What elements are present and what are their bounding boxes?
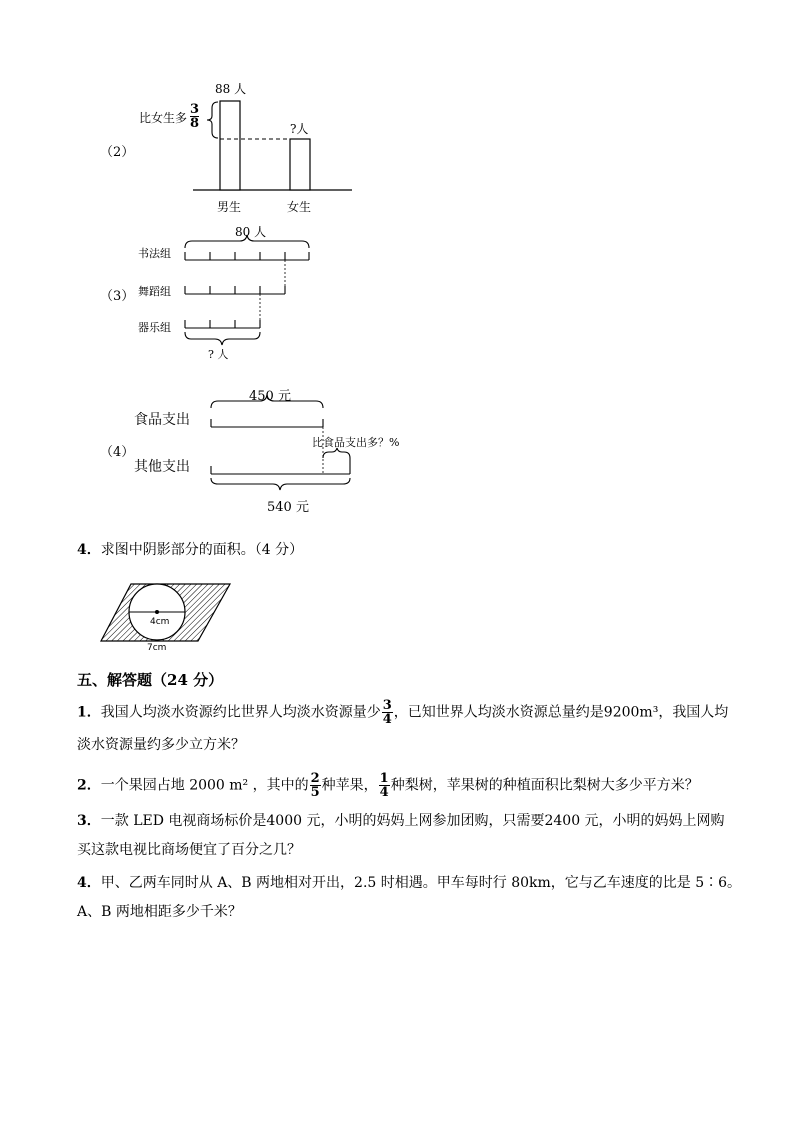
question-4-number: 4．	[77, 542, 101, 558]
problem-2-fraction-1-den: 5	[310, 785, 320, 800]
problem-1-line-2: 淡水资源量约多少立方米？	[77, 737, 245, 753]
problem-3-line-2: 买这款电视比商场便宜了百分之几？	[77, 842, 301, 858]
figure-3-total-label: 80 人	[235, 225, 267, 239]
problem-1-fraction-num: 3	[382, 698, 392, 713]
other-expense-label: 其他支出	[134, 459, 190, 475]
problem-3-number: 3．	[77, 813, 101, 829]
problem-1-text-a: 我国人均淡水资源约比世界人均淡水资源量少	[100, 704, 381, 721]
food-value-label: 450 元	[249, 389, 291, 404]
question-4-text: 求图中阴影部分的面积。（4 分）	[100, 542, 304, 558]
problem-2-text-b: 种苹果，	[321, 777, 378, 794]
problem-1	[77, 699, 728, 726]
problem-2-fraction-2-den: 4	[379, 785, 389, 800]
problem-2-fraction-1	[310, 772, 321, 799]
figure-4-label: （4）	[100, 445, 135, 460]
row-music-label: 器乐组	[138, 321, 171, 334]
figure-3-label: （3）	[100, 289, 135, 304]
diameter-label: 4cm	[150, 617, 170, 627]
problem-2-fraction-2	[379, 772, 390, 799]
problem-4-line-2: A、B 两地相距多少千米？	[77, 904, 242, 920]
figure-3-unknown-label: ? 人	[208, 348, 229, 361]
other-value-label: 540 元	[267, 500, 309, 515]
problem-2-number: 2．	[77, 777, 101, 794]
question-4	[77, 540, 303, 560]
girl-axis-label: 女生	[287, 200, 312, 214]
brace-fraction	[190, 103, 199, 130]
boy-value-label: 88 人	[215, 82, 247, 96]
problem-3	[77, 811, 725, 831]
problem-2-text-c: 种梨树，苹果树的种植面积比梨树大多少平方米？	[390, 777, 699, 794]
problem-4-line-1: 甲、乙两车同时从 A、B 两地相对开出，2.5 时相遇。甲车每时行 80km，它与乙车速度的比是 5∶6。	[100, 875, 742, 891]
problem-2	[77, 772, 699, 799]
brace-fraction-numerator: 3	[190, 102, 200, 117]
girl-value-label: ?人	[290, 122, 309, 136]
row-dance-label: 舞蹈组	[138, 285, 171, 298]
problem-4-number: 4．	[77, 875, 101, 891]
problem-2-fraction-1-num: 2	[310, 771, 320, 786]
problem-1-fraction	[382, 699, 393, 726]
problem-1-fraction-den: 4	[382, 712, 392, 727]
problem-1-text-b: ，已知世界人均淡水资源总量约是9200m³，我国人均	[393, 704, 729, 721]
food-expense-label: 食品支出	[134, 412, 190, 428]
boy-axis-label: 男生	[217, 200, 242, 214]
base-label: 7cm	[147, 643, 167, 653]
difference-label: 比食品支出多？%	[312, 436, 400, 449]
problem-2-text-a: 一个果园占地 2000 m² ，其中的	[100, 777, 309, 794]
problem-2-fraction-2-num: 1	[379, 771, 389, 786]
figure-2-drawing	[0, 0, 794, 220]
brace-fraction-denominator: 8	[190, 116, 200, 131]
section-5-title: 五、解答题（24 分）	[77, 671, 224, 689]
problem-1-number: 1．	[77, 704, 101, 721]
brace-text: 比女生多	[139, 111, 188, 125]
problem-4	[77, 873, 741, 893]
figure-2-label: （2）	[100, 145, 135, 160]
problem-3-line-1: 一款 LED 电视商场标价是4000 元，小明的妈妈上网参加团购，只需要2400 元，小明的妈妈上网购	[100, 813, 725, 829]
row-calligraphy-label: 书法组	[138, 247, 171, 260]
